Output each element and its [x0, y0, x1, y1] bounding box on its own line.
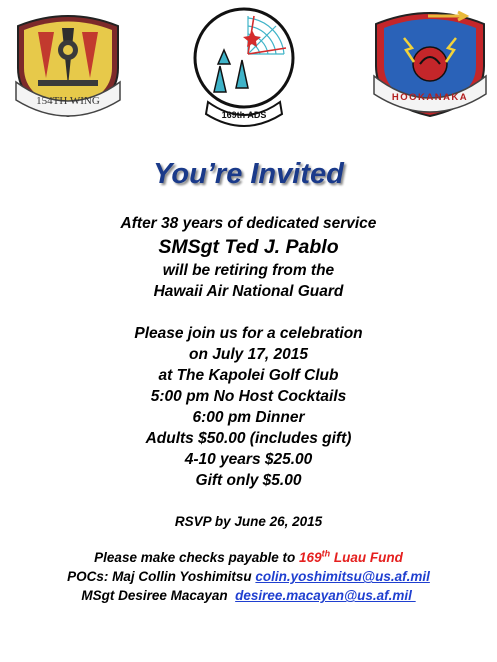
right-emblem-text: HOOKANAKA	[391, 92, 469, 103]
details-line: on July 17, 2015	[189, 346, 308, 363]
details-line: Gift only $5.00	[195, 472, 302, 489]
hookanaka-emblem	[368, 6, 492, 118]
center-emblem-text: 169th ADS	[221, 110, 267, 120]
details-line: Adults $50.00 (includes gift)	[145, 430, 352, 447]
intro-block	[0, 213, 497, 302]
poc1-label: POCs: Maj Collin Yoshimitsu	[67, 569, 256, 584]
poc-line-1	[0, 567, 497, 586]
fund-number: 169	[299, 550, 322, 565]
rsvp-block	[0, 512, 497, 531]
details-line: at The Kapolei Golf Club	[158, 367, 339, 384]
page-title: You’re Invited	[153, 158, 344, 190]
details-line: 5:00 pm No Host Cocktails	[150, 388, 347, 405]
checks-prefix: Please make checks payable to	[94, 550, 300, 565]
left-emblem-text: 154TH WING	[36, 95, 100, 107]
poc1-email-link[interactable]: colin.yoshimitsu@us.af.mil	[255, 569, 430, 584]
fund-name: Luau Fund	[330, 550, 403, 565]
details-line: Please join us for a celebration	[134, 325, 363, 342]
169th-ads-emblem	[190, 4, 298, 128]
details-line: 6:00 pm Dinner	[192, 409, 305, 426]
fund-number-suffix: th	[321, 548, 331, 559]
checks-line	[0, 548, 497, 567]
retiree-name: SMSgt Ted J. Pablo	[158, 236, 339, 258]
poc2-label: MSgt Desiree Macayan	[81, 588, 236, 603]
contacts-block	[0, 548, 497, 605]
details-line: 4-10 years $25.00	[184, 451, 313, 468]
154th-wing-emblem	[8, 8, 128, 120]
intro-line-service: After 38 years of dedicated service	[120, 215, 377, 232]
event-details	[0, 323, 497, 491]
intro-line-retiring: will be retiring from the	[162, 262, 335, 279]
poc2-email-link[interactable]: desiree.macayan@us.af.mil	[235, 588, 416, 603]
intro-line-organization: Hawaii Air National Guard	[153, 283, 344, 300]
poc-line-2	[0, 586, 497, 605]
rsvp-date: RSVP by June 26, 2015	[174, 514, 323, 529]
